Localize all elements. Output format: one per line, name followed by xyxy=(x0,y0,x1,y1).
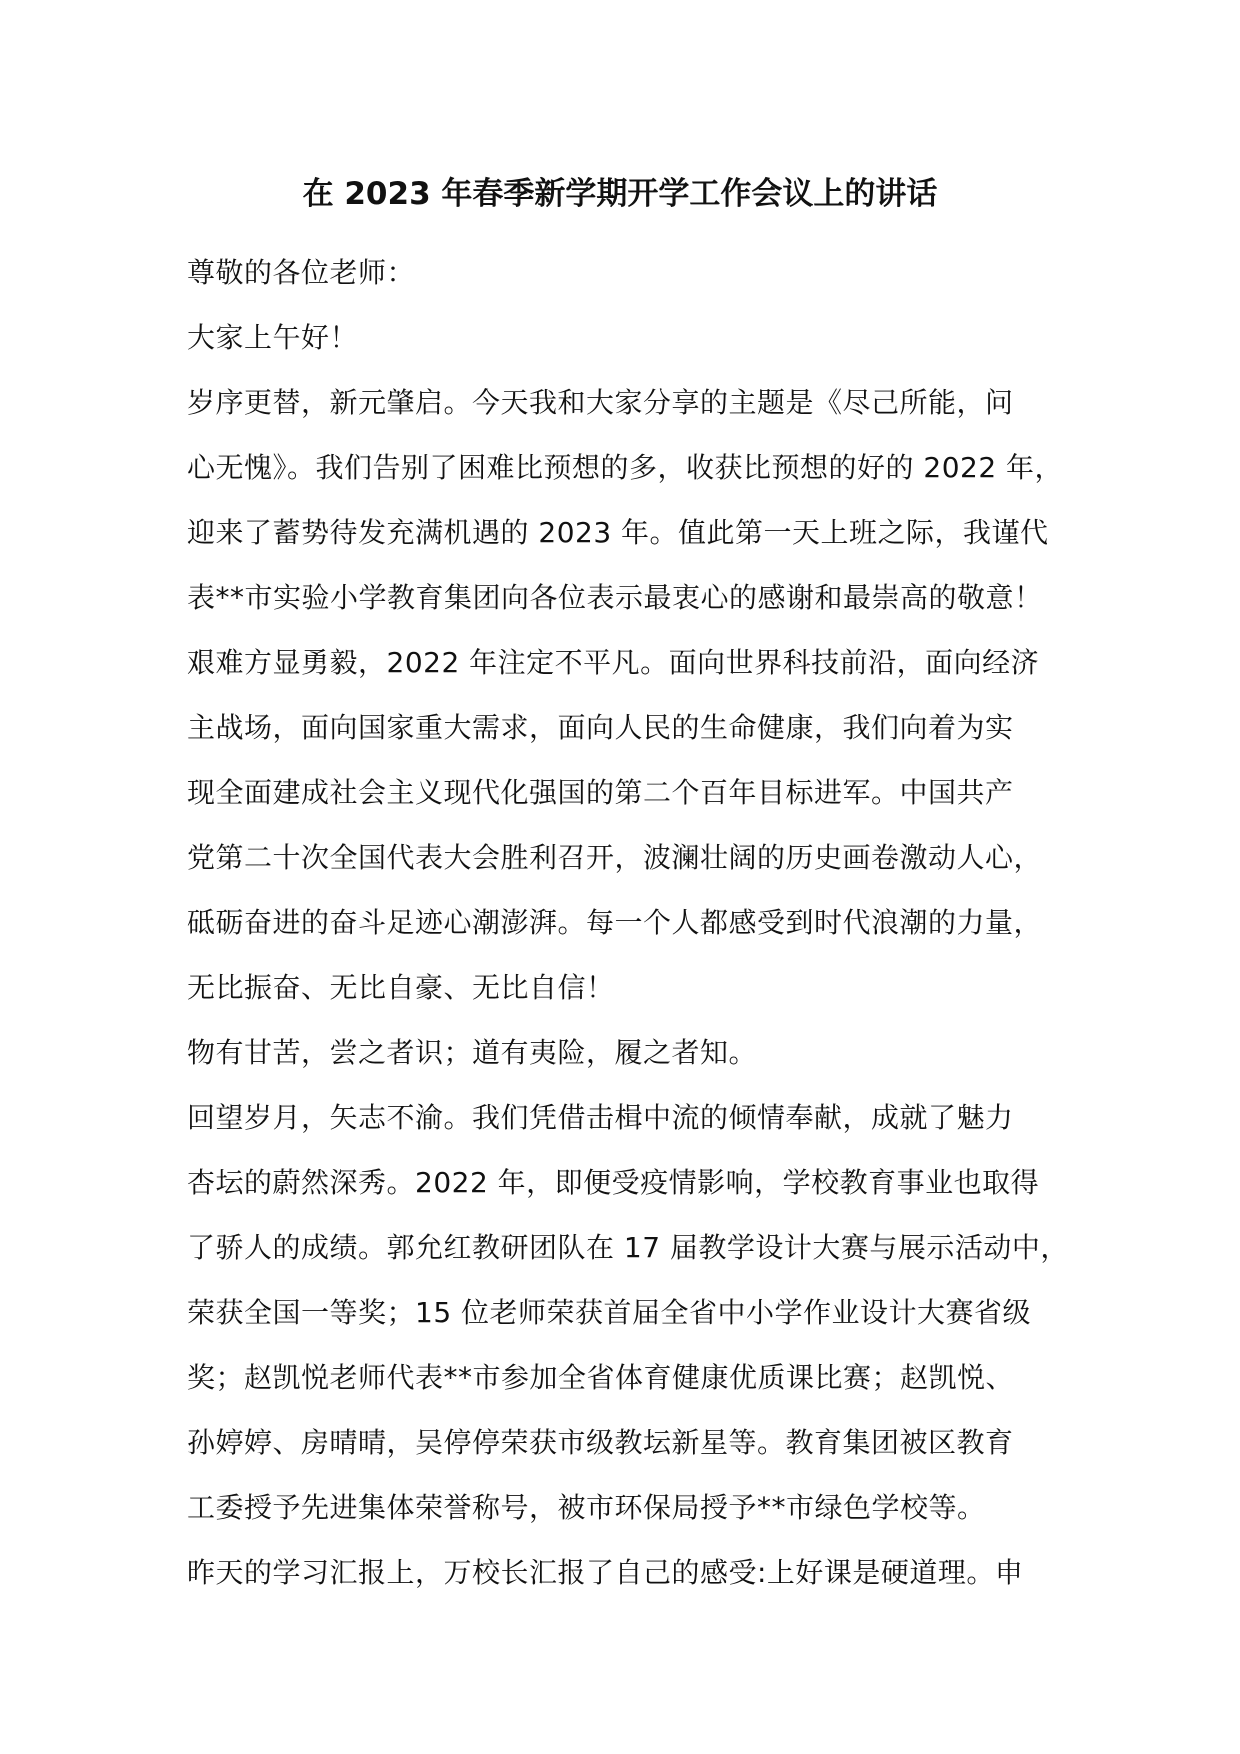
text-line: 昨天的学习汇报上，万校长汇报了自己的感受:上好课是硬道理。申 xyxy=(187,1556,1024,1589)
text-line: 了骄人的成绩。郭允红教研团队在 17 届教学设计大赛与展示活动中， xyxy=(187,1231,1069,1264)
text-line: 主战场，面向国家重大需求，面向人民的生命健康，我们向着为实 xyxy=(187,711,1014,744)
text-line: 荣获全国一等奖；15 位老师荣获首届全省中小学作业设计大赛省级 xyxy=(187,1296,1032,1329)
text-line: 回望岁月，矢志不渝。我们凭借击楫中流的倾情奉献，成就了魅力 xyxy=(187,1101,1014,1134)
text-line: 现全面建成社会主义现代化强国的第二个百年目标进军。中国共产 xyxy=(187,776,1014,809)
text-line: 艰难方显勇毅，2022 年注定不平凡。面向世界科技前沿，面向经济 xyxy=(187,646,1040,679)
text-line: 奖；赵凯悦老师代表**市参加全省体育健康优质课比赛；赵凯悦、 xyxy=(187,1361,1015,1394)
text-line: 无比振奋、无比自豪、无比自信！ xyxy=(187,971,615,1004)
document-body xyxy=(187,240,1087,1605)
text-line: 孙婷婷、房晴晴，吴停停荣获市级教坛新星等。教育集团被区教育 xyxy=(187,1426,1014,1459)
text-line: 岁序更替，新元肇启。今天我和大家分享的主题是《尽己所能，问 xyxy=(187,386,1014,419)
text-line: 表**市实验小学教育集团向各位表示最衷心的感谢和最崇高的敬意！ xyxy=(187,581,1043,614)
text-line: 工委授予先进集体荣誉称号，被市环保局授予**市绿色学校等。 xyxy=(187,1491,986,1524)
text-line: 党第二十次全国代表大会胜利召开，波澜壮阔的历史画卷激动人心， xyxy=(187,841,1043,874)
text-line: 砥砺奋进的奋斗足迹心潮澎湃。每一个人都感受到时代浪潮的力量， xyxy=(187,906,1043,939)
text-line: 心无愧》。我们告别了困难比预想的多，收获比预想的好的 2022 年， xyxy=(187,451,1064,484)
document-title: 在 2023 年春季新学期开学工作会议上的讲话 xyxy=(302,176,938,212)
text-line: 大家上午好！ xyxy=(187,321,359,354)
text-line: 杏坛的蔚然深秀。2022 年，即便受疫情影响，学校教育事业也取得 xyxy=(187,1166,1040,1199)
text-line: 尊敬的各位老师： xyxy=(187,256,416,289)
text-line: 迎来了蓄势待发充满机遇的 2023 年。值此第一天上班之际，我谨代 xyxy=(187,516,1049,549)
text-line: 物有甘苦，尝之者识；道有夷险，履之者知。 xyxy=(187,1036,758,1069)
